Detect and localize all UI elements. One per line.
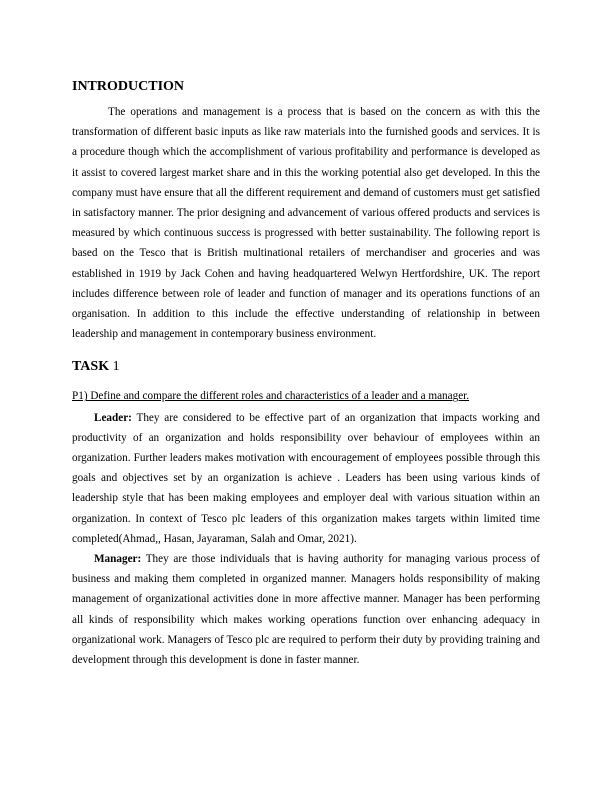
leader-paragraph [72,408,540,549]
task-heading [72,358,540,376]
introduction-heading: INTRODUCTION [72,79,185,94]
manager-paragraph [72,549,540,670]
introduction-paragraph: The operations and management is a process that is based on the concern as with this the transformation of different basic inputs as like raw materials into the furnished goods and services. It is a procedure though which the accomplishment of various profitability and performance is developed as it assist to covered largest market share and in this the working potential also get developed. In this the company must have ensure that all the different requirement and demand of customers must get satisfied in satisfactory manner. The prior designing and advancement of various offered products and services is measured by which continuous success is progressed with better sustainability. The following report is based on the Tesco that is British multinational retailers of merchandiser and groceries and was established in 1919 by Jack Cohen and having headquartered Welwyn Hertfordshire, UK. The report includes difference between role of leader and function of manager and its operations functions of an organisation. In addition to this include the effective understanding of relationship in between leadership and management in contemporary business environment. [72,106,540,341]
task-question: P1) Define and compare the different roles and characteristics of a leader and a manager. [72,390,470,403]
manager-text: They are those individuals that is having authority for managing various process of business and making them completed in organized manner. Managers holds responsibility of making management of organizational activities done in more affective manner. Manager has been performing all kinds of responsibility which makes working operations function over enhancing adequacy in organizational work. Managers of Tesco plc are required to perform their duty by providing training and development through this development is done in faster manner. [72,553,540,667]
leader-term: Leader: [94,411,132,424]
task-number: 1 [109,359,120,375]
page-content [72,78,540,670]
task-label: TASK [72,359,110,375]
manager-term: Manager: [94,553,142,566]
leader-text: They are considered to be effective part of an organization that impacts working and productivity of an organization and holds responsibility over behaviour of employees within an organization. Further leaders makes motivation with encouragement of employees possible through this goals and objectives set by an organization is achieve . Leaders has been using various kinds of leadership style that has been making employees and employer deal with various situation within an organization. In context of Tesco plc leaders of this organization makes targets within limited time completed(Ahmad,, Hasan, Jayaraman, Salah and Omar, 2021). [72,411,540,545]
